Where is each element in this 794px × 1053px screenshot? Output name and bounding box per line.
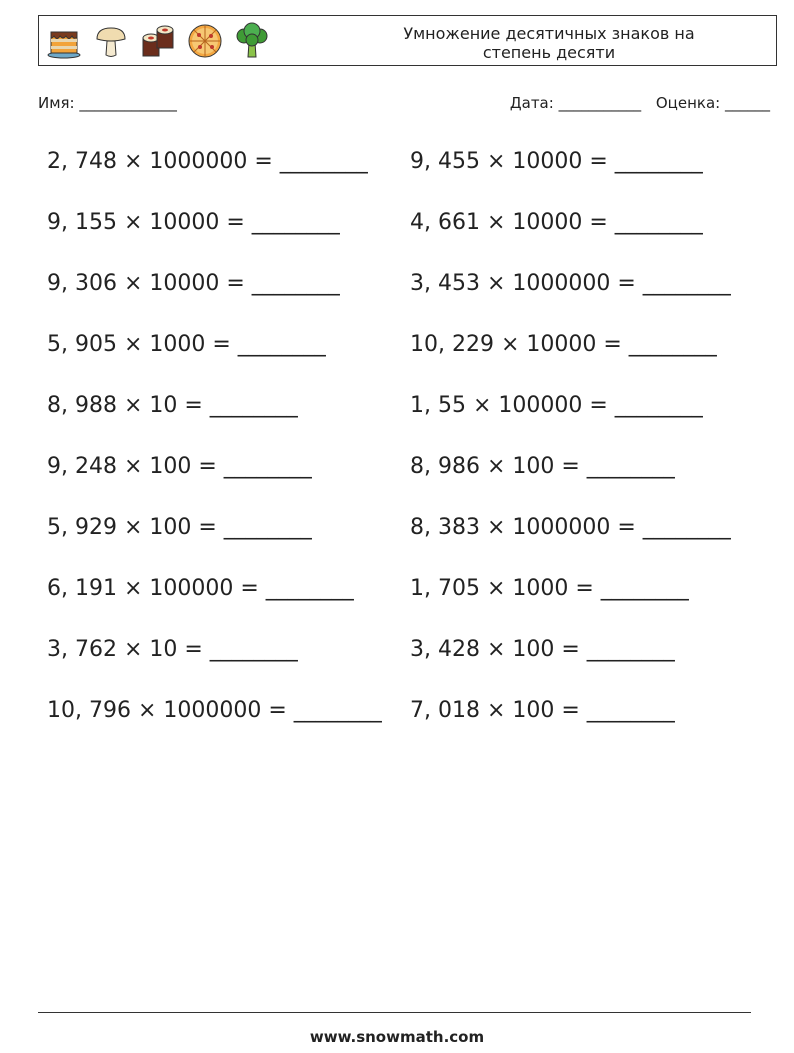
problem-left-10: 10, 796 × 1000000 = ________ bbox=[47, 698, 382, 723]
problem-right-4: 10, 229 × 10000 = ________ bbox=[410, 332, 717, 357]
problem-right-9: 3, 428 × 100 = ________ bbox=[410, 637, 675, 662]
broccoli-icon bbox=[233, 22, 271, 60]
date-grade-fields bbox=[510, 94, 770, 112]
problem-left-8: 6, 191 × 100000 = ________ bbox=[47, 576, 354, 601]
problem-right-7: 8, 383 × 1000000 = ________ bbox=[410, 515, 731, 540]
problem-left-5: 8, 988 × 10 = ________ bbox=[47, 393, 298, 418]
worksheet-title bbox=[399, 24, 699, 62]
problem-right-6: 8, 986 × 100 = ________ bbox=[410, 454, 675, 479]
problem-left-9: 3, 762 × 10 = ________ bbox=[47, 637, 298, 662]
worksheet-header bbox=[38, 15, 777, 66]
problem-right-8: 1, 705 × 1000 = ________ bbox=[410, 576, 689, 601]
name-field: Имя: _____________ bbox=[38, 94, 177, 112]
problem-left-1: 2, 748 × 1000000 = ________ bbox=[47, 149, 368, 174]
grade-field: Оценка: ______ bbox=[655, 94, 770, 112]
pizza-icon bbox=[186, 22, 224, 60]
problem-right-1: 9, 455 × 10000 = ________ bbox=[410, 149, 703, 174]
footer-site: www.snowmath.com bbox=[309, 1028, 485, 1046]
header-icons bbox=[45, 22, 271, 60]
problem-left-7: 5, 929 × 100 = ________ bbox=[47, 515, 312, 540]
problem-left-3: 9, 306 × 10000 = ________ bbox=[47, 271, 340, 296]
title-line-1: Умножение десятичных знаков на bbox=[403, 24, 695, 43]
problem-left-6: 9, 248 × 100 = ________ bbox=[47, 454, 312, 479]
problem-right-3: 3, 453 × 1000000 = ________ bbox=[410, 271, 731, 296]
mushroom-icon bbox=[92, 22, 130, 60]
title-line-2: степень десяти bbox=[482, 43, 616, 62]
sushi-roll-icon bbox=[139, 22, 177, 60]
problem-right-5: 1, 55 × 100000 = ________ bbox=[410, 393, 703, 418]
footer-divider bbox=[38, 1012, 751, 1013]
cake-icon bbox=[45, 22, 83, 60]
problem-right-2: 4, 661 × 10000 = ________ bbox=[410, 210, 703, 235]
problem-left-4: 5, 905 × 1000 = ________ bbox=[47, 332, 326, 357]
date-field: Дата: ___________ bbox=[509, 94, 642, 112]
problem-left-2: 9, 155 × 10000 = ________ bbox=[47, 210, 340, 235]
problem-right-10: 7, 018 × 100 = ________ bbox=[410, 698, 675, 723]
